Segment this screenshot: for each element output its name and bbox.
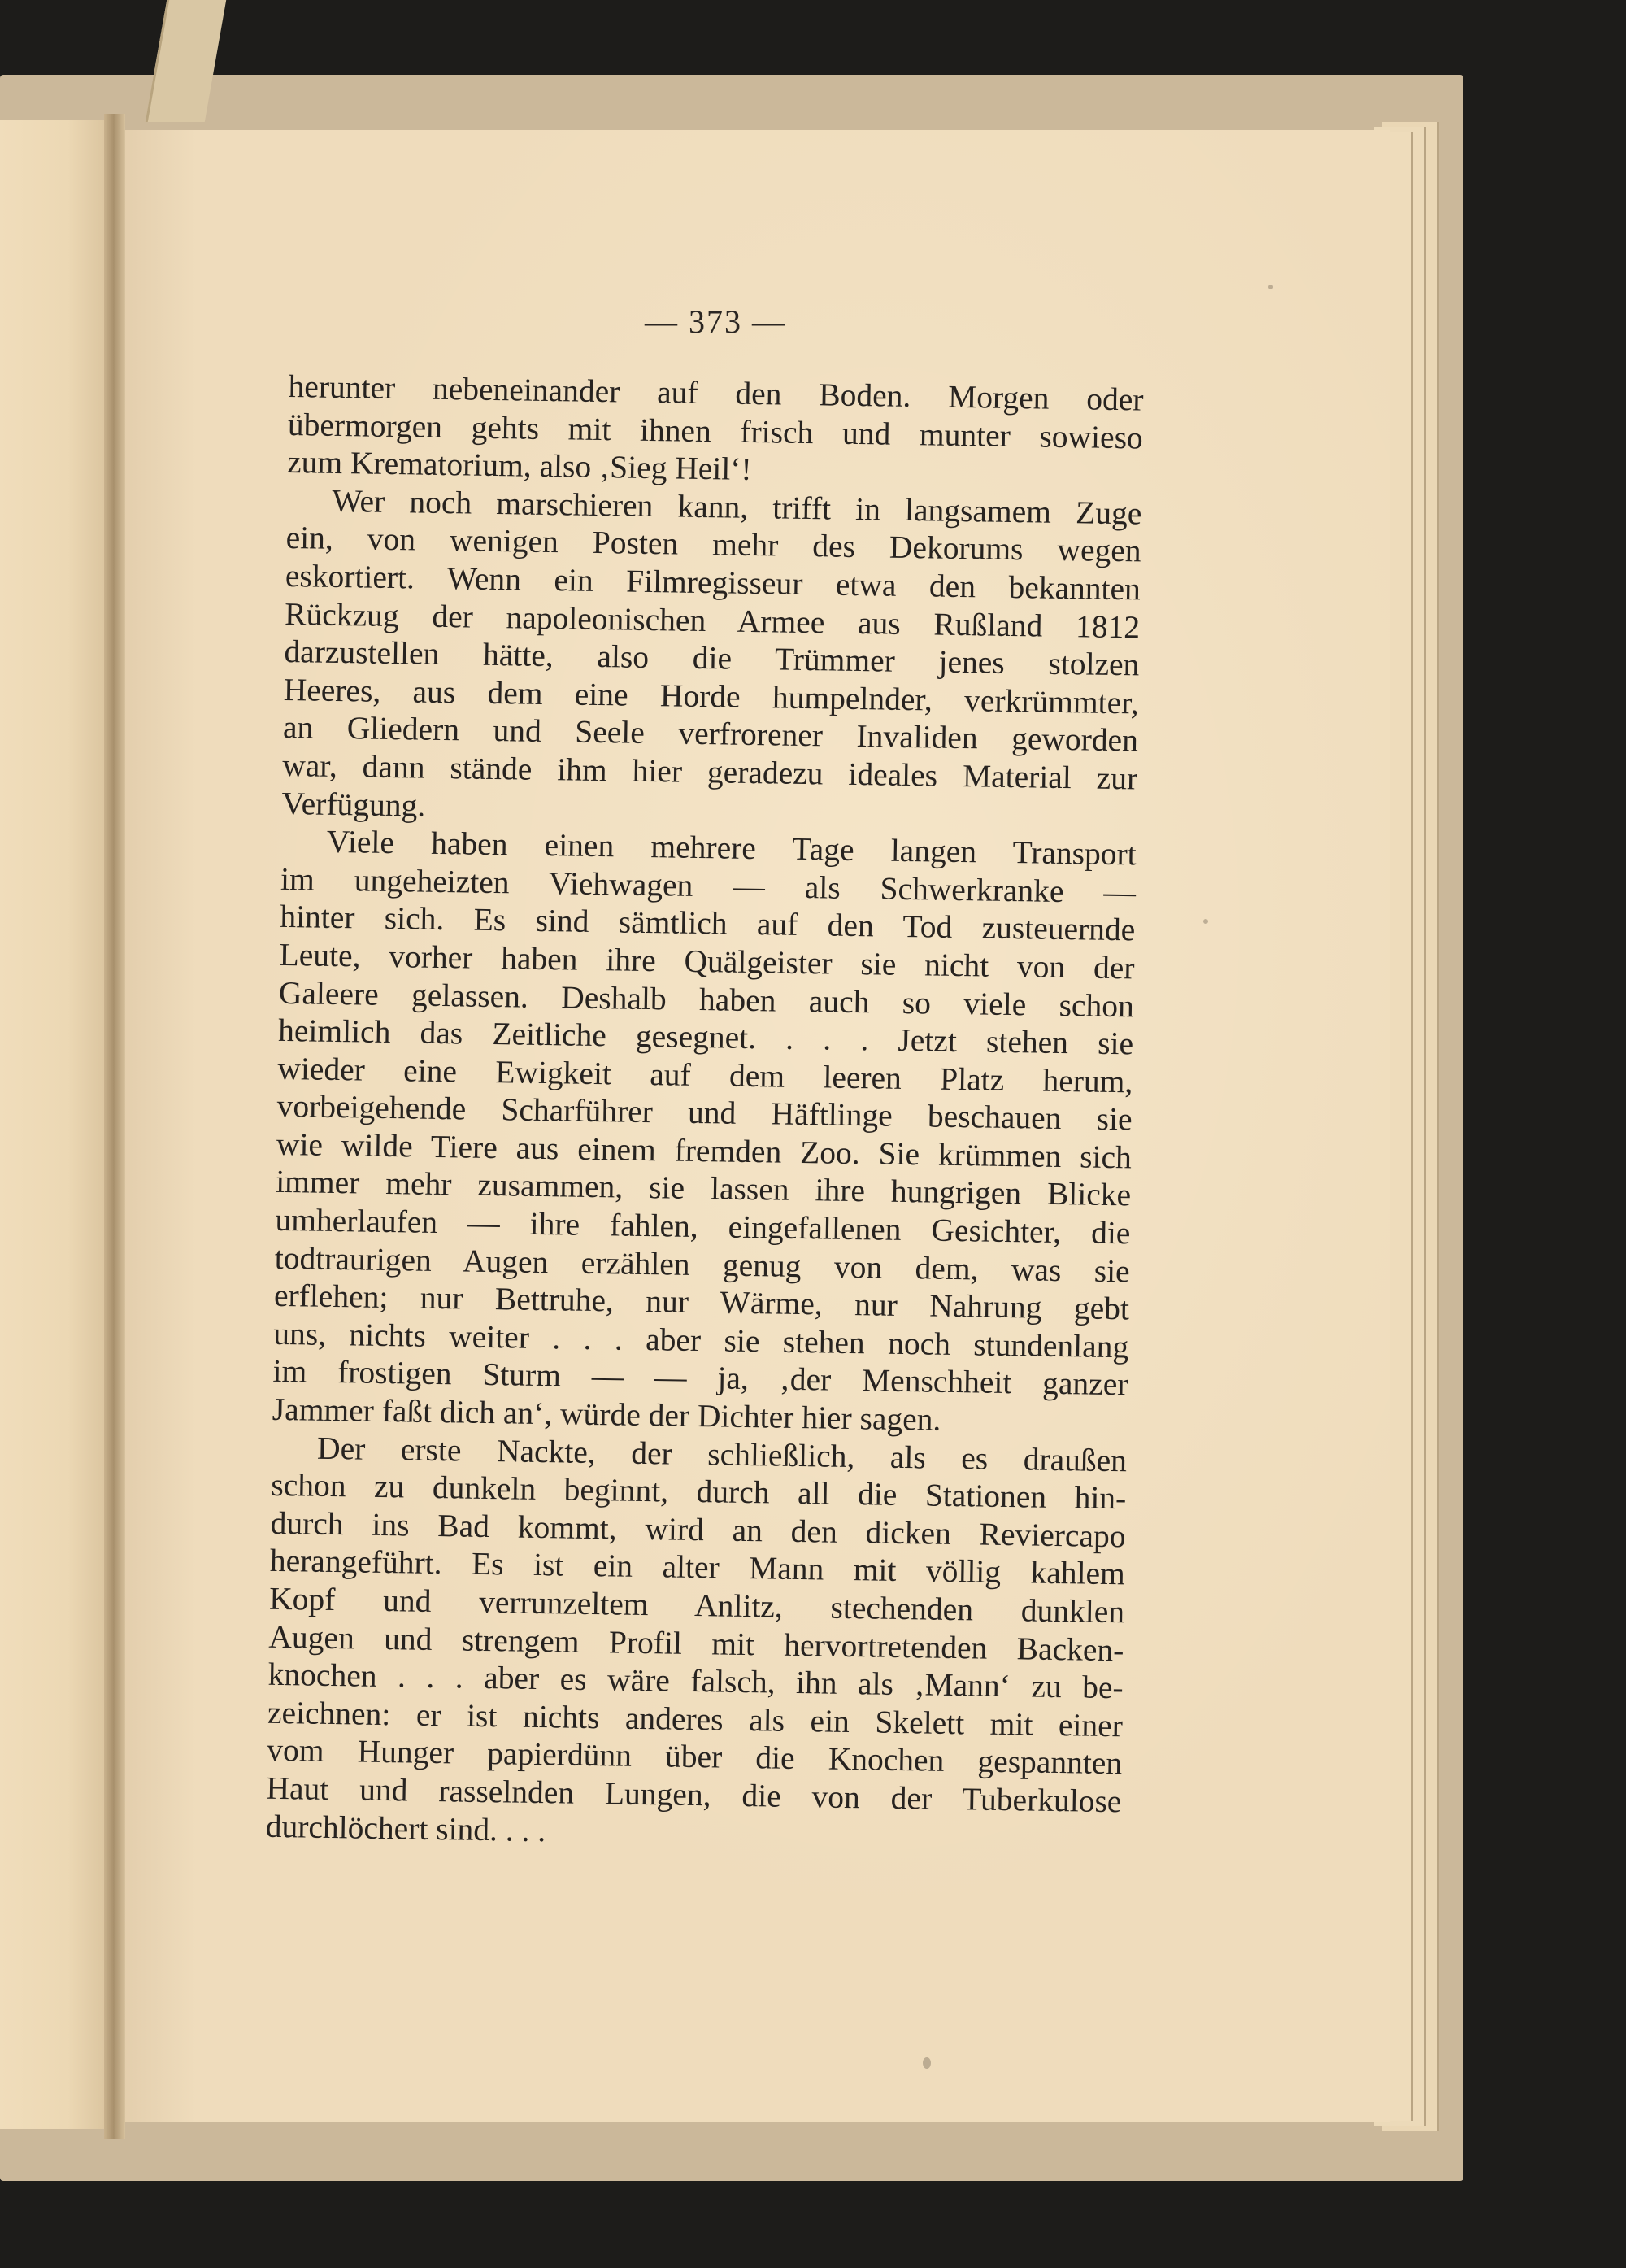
text-line: uns, nichts weiter . . . aber sie stehen noch stundenlang <box>272 1315 1129 1365</box>
text-line: Augen und strengem Profil mit hervortretenden Backen- <box>268 1618 1124 1668</box>
text-line: zeichnen: er ist nichts anderes als ein Skelett mit einer <box>267 1694 1124 1744</box>
paper-speck <box>923 2057 931 2069</box>
paragraph <box>287 368 1144 494</box>
text-line: heimlich das Zeitliche gesegnet. . . . Jetzt stehen sie <box>277 1012 1134 1062</box>
text-line: vom Hunger papierdünn über die Knochen gespannten <box>266 1732 1123 1782</box>
text-line: vorbeigehende Scharführer und Häftlinge beschauen sie <box>276 1088 1133 1138</box>
text-line: wie wilde Tiere aus einem fremden Zoo. Sie krümmen sich <box>276 1125 1133 1176</box>
text-line: übermorgen gehts mit ihnen frisch und munter sowieso <box>287 406 1144 456</box>
text-line: Verfügung. <box>281 785 426 824</box>
text-line: Heeres, aus dem eine Horde humpelnder, verkrümmter, <box>283 671 1139 721</box>
text-line: darzustellen hätte, also die Trümmer jenes stolzen <box>284 633 1140 683</box>
text-line: herangeführt. Es ist ein alter Mann mit völlig kahlem <box>269 1543 1126 1592</box>
left-page-edge <box>0 120 112 2129</box>
book-gutter <box>104 114 125 2139</box>
paper-speck <box>1268 285 1273 289</box>
text-line: herunter nebeneinander auf den Boden. Morgen oder <box>288 368 1144 418</box>
text-line: immer mehr zusammen, sie lassen ihre hungrigen Blicke <box>275 1164 1132 1213</box>
text-line: Rückzug der napoleonischen Armee aus Rußland 1812 <box>284 595 1141 646</box>
text-line: Wer noch marschieren kann, trifft in langsamem Zuge <box>332 482 1142 532</box>
text-line: hinter sich. Es sind sämtlich auf den Tod zusteuernde <box>280 899 1136 948</box>
text-line: an Gliedern und Seele verfrorener Invaliden geworden <box>282 709 1139 759</box>
text-line: durchlöchert sind. . . . <box>265 1808 546 1848</box>
paragraph <box>265 1428 1127 1858</box>
text-line: durch ins Bad kommt, wird an den dicken Reviercapo <box>270 1504 1126 1555</box>
text-line: Der erste Nackte, der schließlich, als es draußen <box>316 1430 1128 1478</box>
text-line: Haut und rasselnden Lungen, die von der Tuberkulose <box>266 1770 1122 1820</box>
text-line: ein, von wenigen Posten mehr des Dekorums wegen <box>285 520 1141 569</box>
page-number: — 373 — <box>645 303 786 340</box>
text-line: schon zu dunkeln beginnt, durch all die Stationen hin- <box>271 1467 1127 1517</box>
text-line: todtraurigen Augen erzählen genug von dem, was sie <box>274 1239 1131 1290</box>
text-line: umherlaufen — ihre fahlen, eingefallenen Gesichter, die <box>275 1201 1131 1252</box>
body-text <box>265 368 1143 1858</box>
text-line: wieder eine Ewigkeit auf dem leeren Platz herum, <box>277 1050 1133 1100</box>
paragraph <box>272 822 1137 1442</box>
text-line: eskortiert. Wenn ein Filmregisseur etwa den bekannten <box>285 557 1141 607</box>
text-line: Jammer faßt dich an‘, würde der Dichter hier sagen. <box>272 1391 941 1438</box>
text-line: Leute, vorher haben ihre Quälgeister sie nicht von der <box>279 936 1135 986</box>
text-line: Viele haben einen mehrere Tage langen Transport <box>326 823 1137 873</box>
paper-speck <box>1203 919 1208 924</box>
text-line: Galeere gelassen. Deshalb haben auch so viele schon <box>278 974 1135 1024</box>
text-line: Kopf und verrunzeltem Anlitz, stechenden dunklen <box>268 1580 1125 1630</box>
text-line: knochen . . . aber es wäre falsch, ihn als ‚Mann‘ zu be- <box>267 1656 1124 1706</box>
text-line: erflehen; nur Bettruhe, nur Wärme, nur Nahrung gebt <box>273 1278 1130 1327</box>
text-line: war, dann stände ihm hier geradezu ideales Material zur <box>281 747 1138 797</box>
text-line: im frostigen Sturm — — ja, ‚der Menschheit ganzer <box>272 1353 1128 1403</box>
text-line: zum Krematorium, also ‚Sieg Heil‘! <box>286 444 752 488</box>
text-line: im ungeheizten Viehwagen — als Schwerkranke — <box>280 860 1137 911</box>
paragraph <box>281 481 1141 836</box>
